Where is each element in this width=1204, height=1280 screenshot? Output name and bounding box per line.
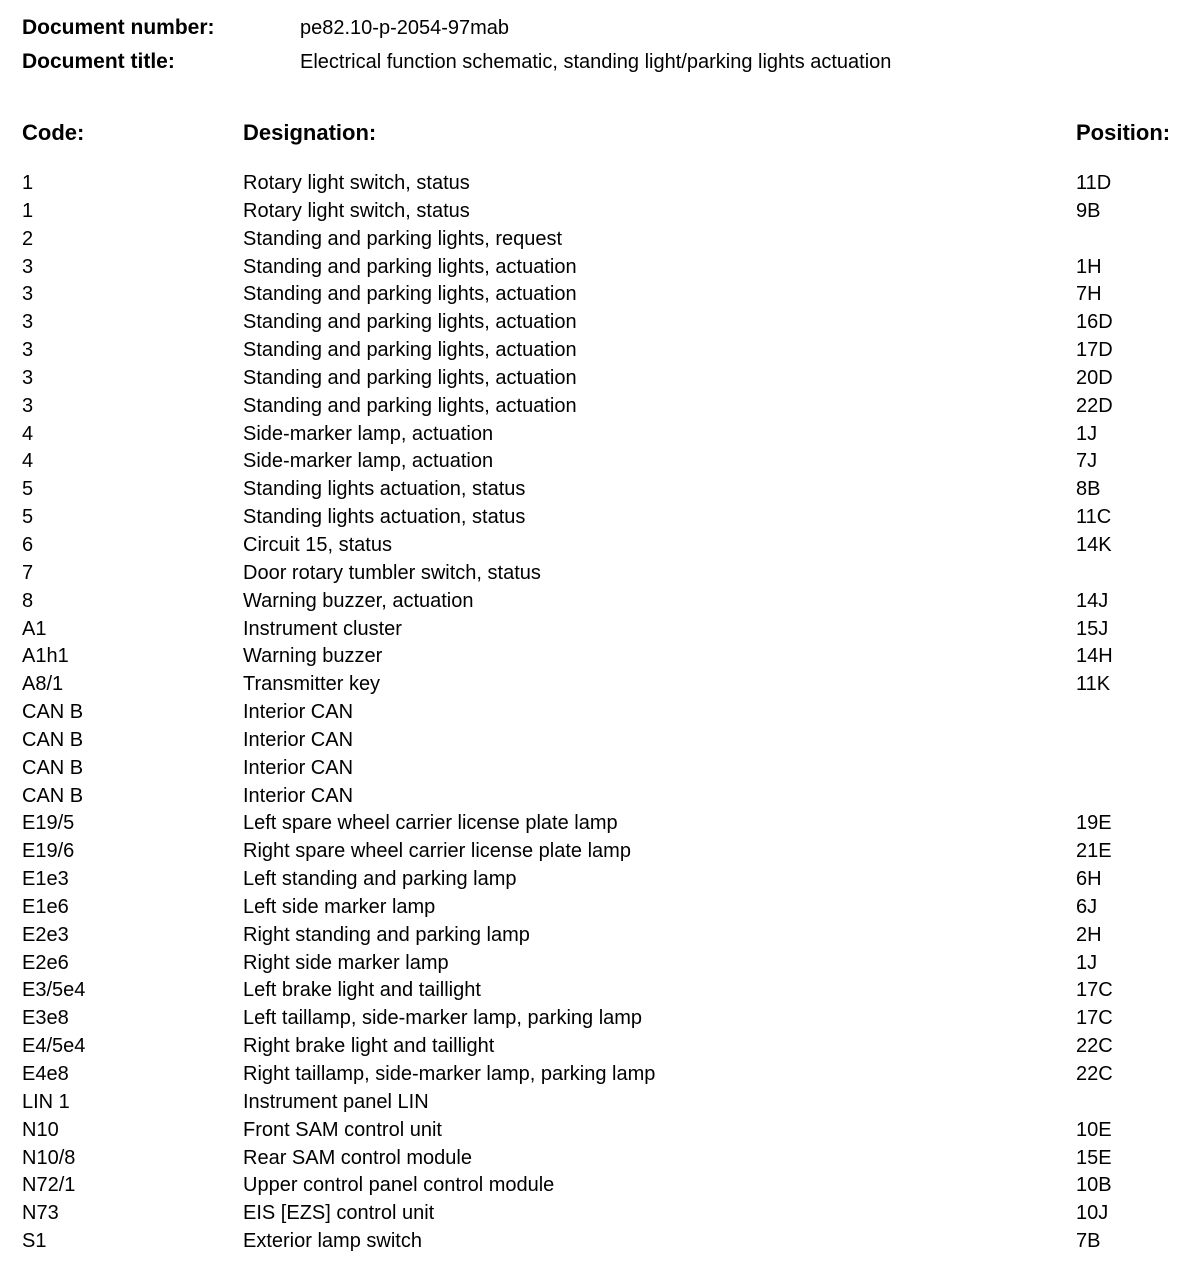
code-cell: 3: [22, 339, 34, 362]
designation-cell: Standing and parking lights, actuation: [243, 255, 577, 278]
table-row: [0, 1172, 1204, 1200]
table-row: [0, 1145, 1204, 1173]
table-row: [0, 838, 1204, 866]
table-row: [0, 1228, 1204, 1256]
designation-cell: Standing and parking lights, request: [243, 227, 563, 250]
table-row: [0, 894, 1204, 922]
code-cell: 3: [22, 311, 34, 334]
designation-cell: Upper control panel control module: [243, 1174, 555, 1197]
code-cell: 4: [22, 422, 34, 445]
designation-cell: Standing and parking lights, actuation: [243, 311, 577, 334]
position-cell: 19E: [1076, 812, 1112, 835]
code-cell: 3: [22, 255, 34, 278]
code-cell: E3/5e4: [22, 979, 86, 1002]
designation-cell: Left brake light and taillight: [243, 979, 481, 1002]
code-cell: E19/5: [22, 812, 75, 835]
code-cell: A8/1: [22, 673, 64, 696]
designation-cell: Instrument cluster: [243, 617, 402, 640]
code-cell: N73: [22, 1202, 59, 1225]
designation-cell: Right standing and parking lamp: [243, 923, 530, 946]
document-title-value: Electrical function schematic, standing light/parking lights actuation: [300, 51, 892, 73]
document-number-value: pe82.10-p-2054-97mab: [300, 17, 510, 39]
table-row: [0, 170, 1204, 198]
table-row: [0, 699, 1204, 727]
table-row: [0, 783, 1204, 811]
position-cell: 11C: [1076, 506, 1112, 529]
position-cell: 7H: [1076, 283, 1102, 306]
code-cell: 1: [22, 172, 34, 194]
table-row: [0, 421, 1204, 449]
table-row: [0, 560, 1204, 588]
code-cell: 5: [22, 478, 34, 501]
designation-cell: Rotary light switch, status: [243, 172, 470, 194]
table-row: [0, 616, 1204, 644]
table-row: [0, 532, 1204, 560]
designation-cell: Standing and parking lights, actuation: [243, 283, 577, 306]
designation-cell: Standing and parking lights, actuation: [243, 366, 577, 389]
code-cell: E19/6: [22, 840, 75, 863]
designation-cell: Transmitter key: [243, 673, 381, 696]
code-cell: CAN B: [22, 701, 84, 724]
position-cell: 14J: [1076, 589, 1109, 612]
table-row: [0, 1005, 1204, 1033]
position-cell: 10E: [1076, 1118, 1112, 1141]
designation-cell: Exterior lamp switch: [243, 1230, 422, 1253]
position-column-header: Position:: [1076, 120, 1171, 145]
designation-cell: Circuit 15, status: [243, 533, 392, 556]
table-row: [0, 1117, 1204, 1145]
designation-cell: Standing lights actuation, status: [243, 506, 526, 529]
code-cell: 2: [22, 227, 34, 250]
position-cell: 10J: [1076, 1202, 1109, 1225]
designation-cell: Right brake light and taillight: [243, 1035, 495, 1058]
designation-cell: Interior CAN: [243, 701, 354, 724]
designation-cell: Standing lights actuation, status: [243, 478, 526, 501]
table-row: [0, 727, 1204, 755]
designation-cell: Interior CAN: [243, 756, 354, 779]
document-number-row: [22, 14, 1182, 42]
code-cell: E2e3: [22, 923, 69, 946]
position-cell: 9B: [1076, 199, 1101, 222]
designation-cell: Door rotary tumbler switch, status: [243, 561, 541, 584]
document-title-row: [22, 48, 1182, 76]
code-cell: E3e8: [22, 1007, 69, 1030]
code-cell: 3: [22, 394, 34, 417]
code-cell: N10/8: [22, 1146, 76, 1169]
code-cell: CAN B: [22, 728, 84, 751]
position-cell: 15J: [1076, 617, 1109, 640]
designation-cell: Standing and parking lights, actuation: [243, 339, 577, 362]
position-cell: 8B: [1076, 478, 1101, 501]
position-cell: 22D: [1076, 394, 1113, 417]
designation-cell: Right side marker lamp: [243, 951, 449, 974]
designation-cell: Warning buzzer: [243, 645, 383, 668]
table-row: [0, 309, 1204, 337]
position-cell: 15E: [1076, 1146, 1112, 1169]
table-row: [0, 950, 1204, 978]
code-cell: 3: [22, 366, 34, 389]
code-cell: E4e8: [22, 1063, 69, 1085]
code-cell: E1e6: [22, 895, 69, 918]
code-cell: 5: [22, 506, 34, 529]
code-cell: A1: [22, 617, 47, 640]
position-cell: 14H: [1076, 645, 1113, 668]
designation-cell: Front SAM control unit: [243, 1118, 442, 1141]
code-cell: LIN 1: [22, 1090, 70, 1113]
table-row: [0, 588, 1204, 616]
designation-cell: Instrument panel LIN: [243, 1090, 429, 1113]
table-row: [0, 198, 1204, 226]
position-cell: 22C: [1076, 1035, 1113, 1058]
position-cell: 14K: [1076, 533, 1112, 556]
designation-cell: Rotary light switch, status: [243, 199, 470, 222]
code-cell: S1: [22, 1230, 47, 1253]
code-cell: E1e3: [22, 868, 69, 891]
code-cell: 4: [22, 450, 34, 473]
table-row: [0, 922, 1204, 950]
position-cell: 20D: [1076, 366, 1113, 389]
designation-cell: Side-marker lamp, actuation: [243, 450, 494, 473]
table-header: [0, 118, 1204, 148]
table-row: [0, 226, 1204, 254]
table-row: [0, 810, 1204, 838]
table-row: [0, 866, 1204, 894]
position-cell: 6H: [1076, 868, 1102, 891]
designation-cell: Left side marker lamp: [243, 895, 436, 918]
table-row: [0, 1089, 1204, 1117]
designation-cell: EIS [EZS] control unit: [243, 1202, 435, 1225]
designation-cell: Left standing and parking lamp: [243, 868, 517, 891]
code-cell: N10: [22, 1118, 59, 1141]
table-row: [0, 671, 1204, 699]
code-cell: 3: [22, 283, 34, 306]
table-row: [0, 281, 1204, 309]
designation-cell: Right taillamp, side-marker lamp, parking lamp: [243, 1063, 656, 1085]
code-cell: CAN B: [22, 756, 84, 779]
code-cell: N72/1: [22, 1174, 76, 1197]
code-cell: A1h1: [22, 645, 69, 668]
table-row: [0, 755, 1204, 783]
table-row: [0, 977, 1204, 1005]
designation-cell: Side-marker lamp, actuation: [243, 422, 494, 445]
position-cell: 16D: [1076, 311, 1113, 334]
code-cell: E2e6: [22, 951, 69, 974]
designation-cell: Right spare wheel carrier license plate lamp: [243, 840, 631, 863]
table-row: [0, 476, 1204, 504]
designation-cell: Left spare wheel carrier license plate lamp: [243, 812, 618, 835]
designation-cell: Interior CAN: [243, 728, 354, 751]
position-cell: 1H: [1076, 255, 1102, 278]
document-number-label: Document number:: [22, 16, 215, 39]
position-cell: 22C: [1076, 1063, 1113, 1085]
designation-cell: Left taillamp, side-marker lamp, parking lamp: [243, 1007, 643, 1030]
table-row: [0, 1061, 1204, 1089]
position-cell: 10B: [1076, 1174, 1112, 1197]
designation-cell: Rear SAM control module: [243, 1146, 472, 1169]
position-cell: 1J: [1076, 422, 1098, 445]
position-cell: 2H: [1076, 923, 1102, 946]
table-row: [0, 337, 1204, 365]
table-row: [0, 1200, 1204, 1228]
table-row: [0, 1033, 1204, 1061]
code-column-header: Code:: [22, 120, 85, 145]
position-cell: 17C: [1076, 1007, 1113, 1030]
table-row: [0, 504, 1204, 532]
code-cell: 8: [22, 589, 34, 612]
code-cell: 6: [22, 533, 34, 556]
position-cell: 7J: [1076, 450, 1098, 473]
table-row: [0, 254, 1204, 282]
designation-cell: Interior CAN: [243, 784, 354, 807]
designation-column-header: Designation:: [243, 120, 377, 145]
position-cell: 7B: [1076, 1230, 1101, 1253]
designation-cell: Warning buzzer, actuation: [243, 589, 474, 612]
table-row: [0, 448, 1204, 476]
code-cell: CAN B: [22, 784, 84, 807]
position-cell: 21E: [1076, 840, 1112, 863]
position-cell: 11K: [1076, 673, 1111, 696]
code-cell: 7: [22, 561, 34, 584]
position-cell: 17D: [1076, 339, 1113, 362]
position-cell: 6J: [1076, 895, 1098, 918]
document-title-label: Document title:: [22, 50, 175, 73]
table-body: [0, 170, 1204, 1256]
designation-cell: Standing and parking lights, actuation: [243, 394, 577, 417]
table-row: [0, 643, 1204, 671]
table-row: [0, 365, 1204, 393]
code-cell: E4/5e4: [22, 1035, 86, 1058]
table-row: [0, 393, 1204, 421]
code-cell: 1: [22, 199, 34, 222]
position-cell: 17C: [1076, 979, 1113, 1002]
position-cell: 1J: [1076, 951, 1098, 974]
position-cell: 11D: [1076, 172, 1112, 194]
